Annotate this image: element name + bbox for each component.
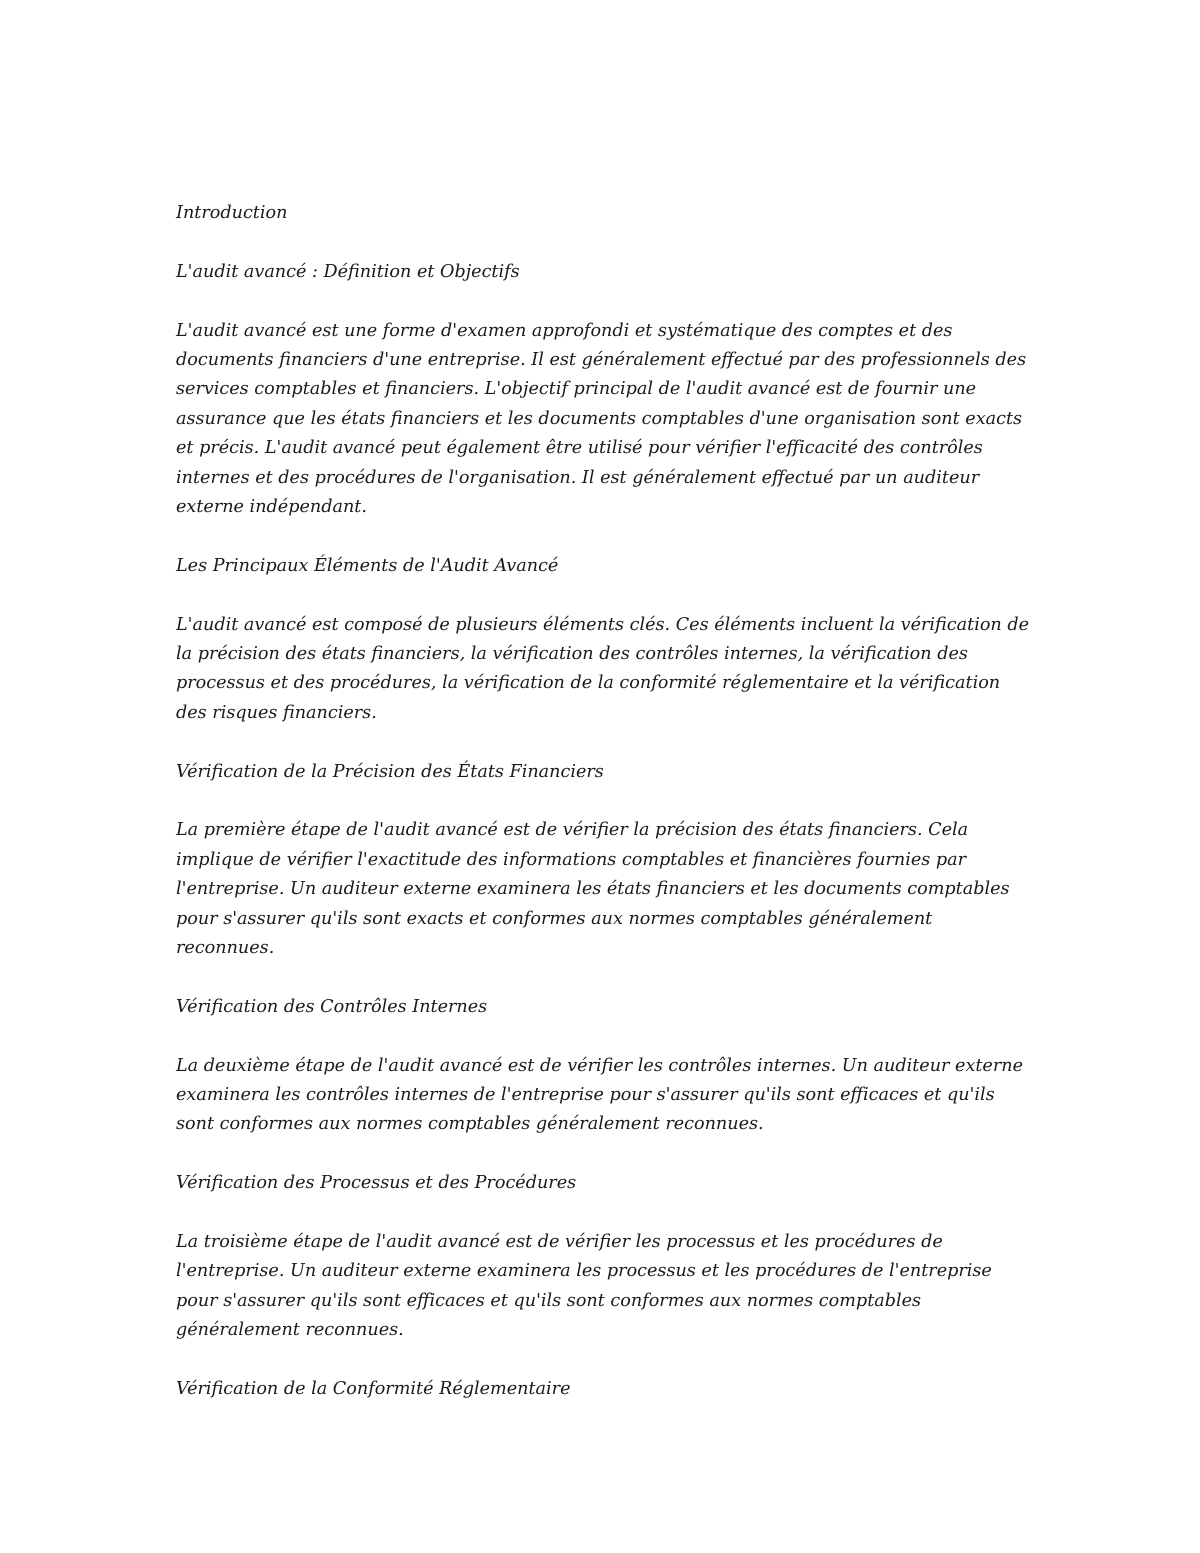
document-body <box>176 199 1036 1434</box>
paragraph-main-elements: L'audit avancé est composé de plusieurs éléments clés. Ces éléments incluent la vérification de la précision des états financiers, la vérification des contrôles internes, la vérification des processus et des procédures, la vérification de la conformité réglementaire et la vérification des risques financiers. <box>176 614 1030 723</box>
paragraph-financial-statements: La première étape de l'audit avancé est de vérifier la précision des états financiers. Cela implique de vérifier l'exactitude des informations comptables et financières fournies par l'entreprise. Un auditeur externe examinera les états financiers et les documents comptables pour s'assurer qu'ils sont exacts et conformes aux normes comptables généralement reconnues. <box>176 820 1010 959</box>
heading-introduction: Introduction <box>176 203 288 223</box>
heading-financial-statements: Vérification de la Précision des États Financiers <box>176 761 604 782</box>
paragraph-processes-procedures: La troisième étape de l'audit avancé est de vérifier les processus et les procédures de l'entreprise. Un auditeur externe examinera les processus et les procédures de l'entreprise pour s'assurer qu'ils sont efficaces et qu'ils sont conformes aux normes comptables généralement reconnues. <box>176 1232 992 1341</box>
paragraph-internal-controls: La deuxième étape de l'audit avancé est de vérifier les contrôles internes. Un auditeur externe examinera les contrôles internes de l'entreprise pour s'assurer qu'ils sont efficaces et qu'ils sont conformes aux normes comptables généralement reconnues. <box>176 1055 1023 1135</box>
heading-main-elements: Les Principaux Éléments de l'Audit Avancé <box>176 555 559 576</box>
heading-processes-procedures: Vérification des Processus et des Procédures <box>176 1173 577 1194</box>
heading-regulatory-compliance: Vérification de la Conformité Réglementaire <box>176 1379 571 1400</box>
paragraph-definition: L'audit avancé est une forme d'examen approfondi et systématique des comptes et des documents financiers d'une entreprise. Il est généralement effectué par des professionnels des services comptables et financiers. L'objectif principal de l'audit avancé est de fournir une assurance que les états financiers et les documents comptables d'une organisation sont exacts et précis. L'audit avancé peut également être utilisé pour vérifier l'efficacité des contrôles internes et des procédures de l'organisation. Il est généralement effectué par un auditeur externe indépendant. <box>176 320 1027 518</box>
heading-definition-objectives: L'audit avancé : Définition et Objectifs <box>176 261 520 282</box>
heading-internal-controls: Vérification des Contrôles Internes <box>176 996 488 1017</box>
